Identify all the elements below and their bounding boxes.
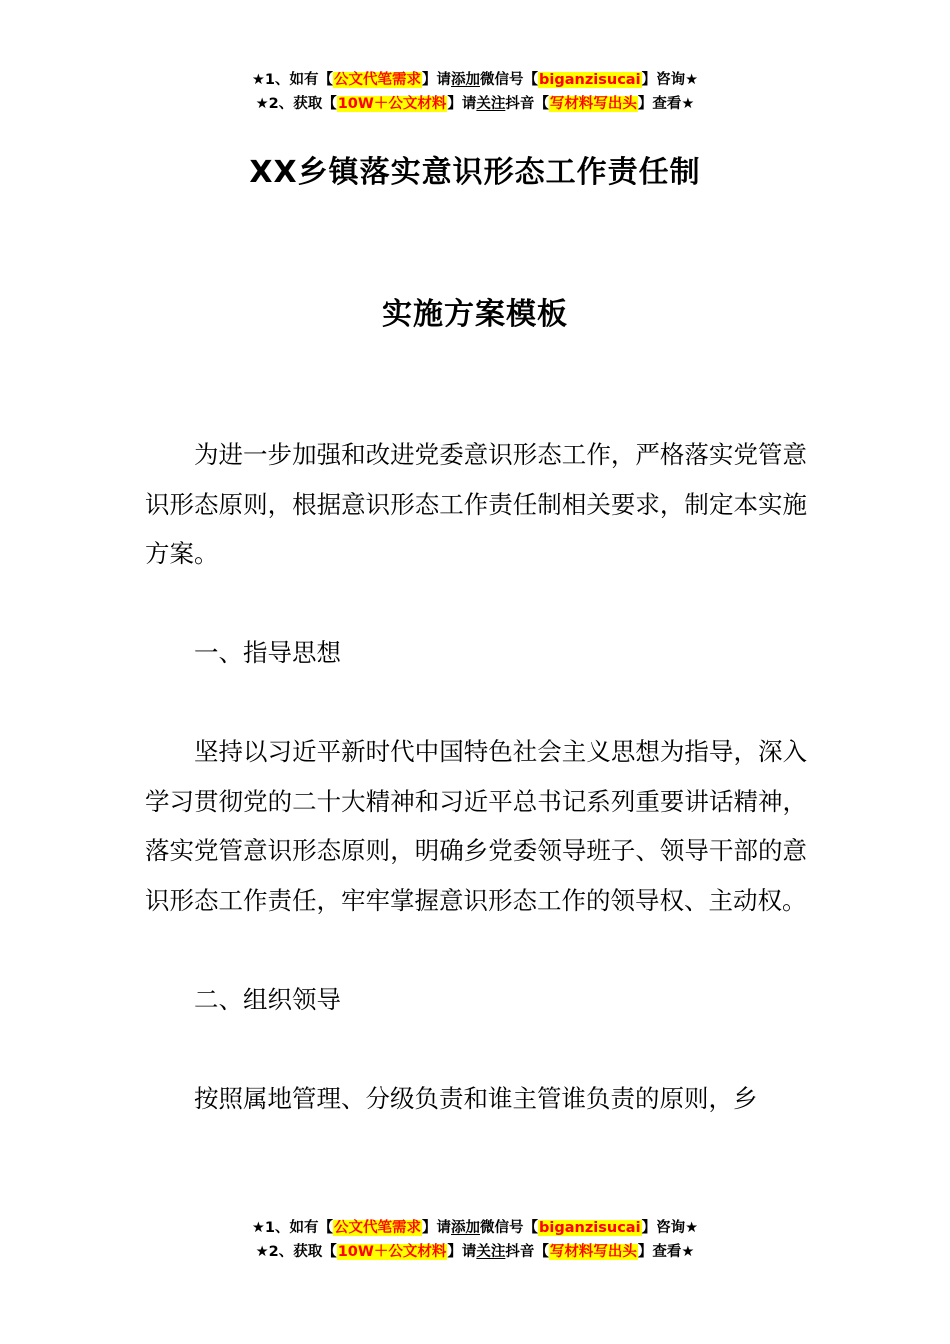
- document-title-line-2: 实施方案模板: [382, 297, 568, 332]
- footer-banner: [0, 1216, 950, 1264]
- document-title-line-1: XX乡镇落实意识形态工作责任制: [249, 155, 701, 190]
- highlight-materials: 10W＋公文材料: [337, 96, 447, 112]
- paragraph-organization: 按照属地管理、分级负责和谁主管谁负责的原则，乡: [194, 1083, 758, 1113]
- header-banner: [0, 68, 950, 116]
- highlight-wechat-id: biganzisucai: [539, 1220, 641, 1236]
- highlight-materials: 10W＋公文材料: [337, 1244, 447, 1260]
- banner-line-1: ★1、如有【公文代笔需求】请添加微信号【biganzisucai】咨询★: [251, 72, 699, 88]
- paragraph-guiding-ideology: 坚持以习近平新时代中国特色社会主义思想为指导，深入学习贯彻党的二十大精神和习近平总书记系列重要讲话精神，落实党管意识形态原则，明确乡党委领导班子、领导干部的意识形态工作责任，牢牢掌握意识形态工作的领导权、主动权。: [145, 737, 807, 915]
- footer-banner-line-1: ★1、如有【公文代笔需求】请添加微信号【biganzisucai】咨询★: [251, 1220, 699, 1236]
- banner-line-2: ★2、获取【10W＋公文材料】请关注抖音【写材料写出头】查看★: [255, 96, 695, 112]
- section-heading-guiding-ideology: 一、指导思想: [194, 638, 341, 667]
- highlight-douyin: 写材料写出头: [549, 1244, 637, 1260]
- highlight-wechat-id: biganzisucai: [539, 72, 641, 88]
- section-heading-organization: 二、组织领导: [194, 984, 341, 1014]
- paragraph-intro: 为进一步加强和改进党委意识形态工作，严格落实党管意识形态原则，根据意识形态工作责任制相关要求，制定本实施方案。: [145, 440, 807, 568]
- highlight-ghostwriting: 公文代笔需求: [334, 72, 422, 88]
- highlight-ghostwriting: 公文代笔需求: [334, 1220, 422, 1236]
- document-body: [145, 430, 807, 1123]
- highlight-douyin: 写材料写出头: [549, 96, 637, 112]
- footer-banner-line-2: ★2、获取【10W＋公文材料】请关注抖音【写材料写出头】查看★: [255, 1244, 695, 1260]
